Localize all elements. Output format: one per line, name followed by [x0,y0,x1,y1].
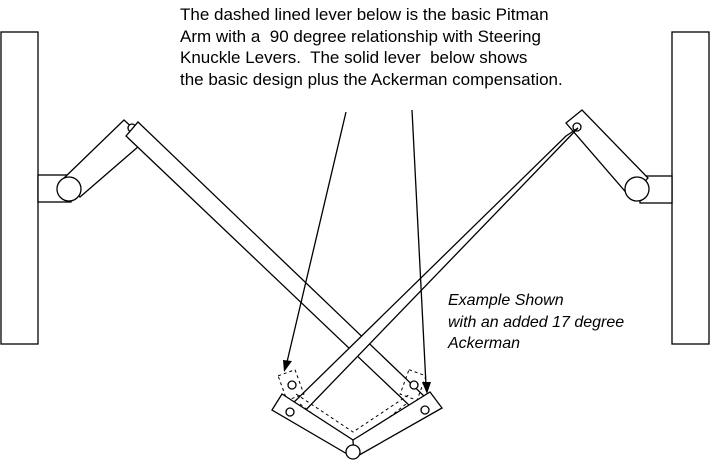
example-line: Ackerman [448,335,521,352]
example-line: Example Shown [448,292,564,309]
left-kingpin [57,177,81,201]
pointer-line-solid [412,110,426,385]
caption-line: Arm with a 90 degree relationship with Steering [180,26,541,46]
right-kingpin [625,177,649,201]
caption-line: Knuckle Levers. The solid lever below shows [180,48,528,67]
left-tie-rod [126,122,424,408]
left-wheel [1,32,38,344]
solid-left-pivot [286,408,294,416]
dashed-right-pivot [410,381,418,389]
example-note [448,290,668,355]
dashed-left-pivot [288,381,296,389]
pitman-center-pivot [346,445,360,459]
solid-right-pivot [421,406,429,414]
example-line: with an added 17 degree [448,313,625,331]
caption-line: the basic design plus the Ackerman compensation. [180,69,563,89]
solid-pitman-arm-left [272,394,354,458]
right-wheel [672,32,709,344]
pointer-arrowhead-dashed [283,360,292,372]
caption-text [180,4,640,90]
caption-line: The dashed lined lever below is the basic Pitman [180,5,549,24]
